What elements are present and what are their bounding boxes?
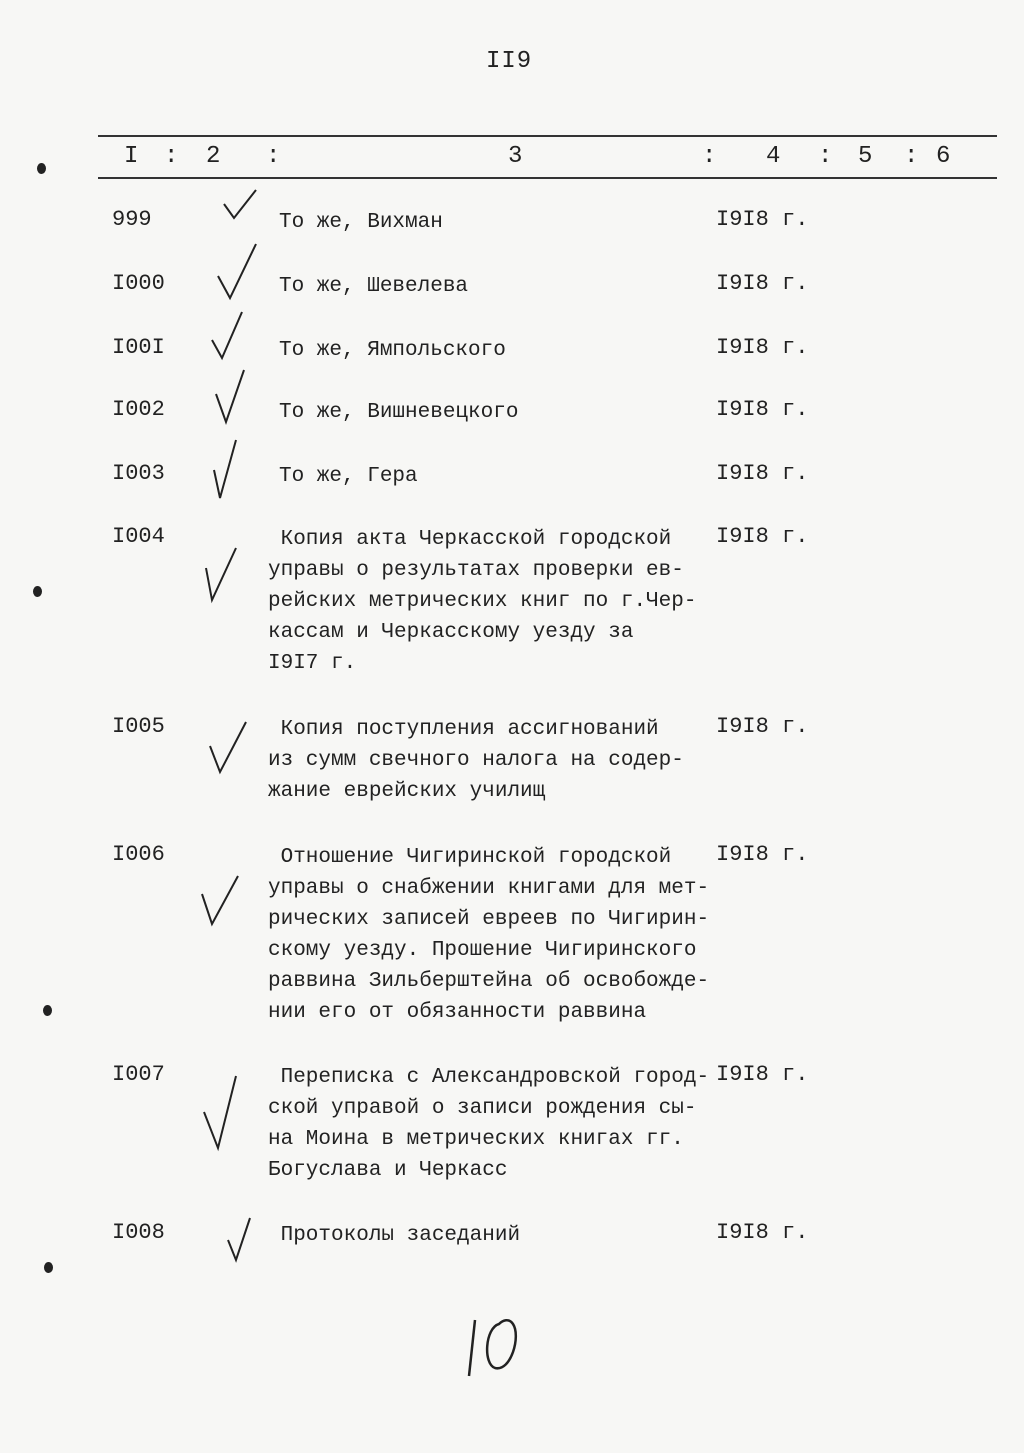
item-description: Переписка с Александровской город- ской управой о записи рождения сы- на Моина в метрических книгах гг. Богуслава и Черкасс <box>268 1066 710 1182</box>
column-separator: : <box>818 143 833 170</box>
column-header-1: I <box>124 143 139 170</box>
item-description: Протоколы заседаний <box>268 1224 521 1247</box>
item-description: Копия акта Черкасской городской управы о результатах проверки ев- рейских метрических книг по г.Чер- кассам и Черкасскому уезду за I9I7 г. <box>268 528 697 675</box>
item-year: I9I8 г. <box>716 842 809 867</box>
checkmark-icon <box>208 436 242 502</box>
checkmark-icon <box>198 872 242 928</box>
column-separator: : <box>904 143 919 170</box>
column-separator: : <box>164 143 179 170</box>
binding-hole <box>43 1005 52 1016</box>
item-number: I00I <box>112 335 165 360</box>
table-top-rule <box>98 135 997 137</box>
binding-hole <box>37 163 46 174</box>
item-year: I9I8 г. <box>716 1220 809 1245</box>
item-description: То же, Гера <box>279 465 418 488</box>
column-separator: : <box>702 143 717 170</box>
checkmark-icon <box>202 544 242 604</box>
handwritten-page-mark <box>455 1306 535 1386</box>
item-description: Копия поступления ассигнований из сумм свечного налога на содер- жание еврейских училищ <box>268 718 684 803</box>
item-description: То же, Ямпольского <box>279 339 506 362</box>
column-header-3: 3 <box>508 143 523 170</box>
item-number: I002 <box>112 397 165 422</box>
column-header-6: 6 <box>936 143 951 170</box>
item-number: I003 <box>112 461 165 486</box>
item-description: Отношение Чигиринской городской управы о снабжении книгами для мет- рических записей евреев по Чигирин- скому уезду. Прошение Чигиринского раввина Зильберштейна об освобожде- нии его от обязанности раввина <box>268 846 710 1024</box>
checkmark-icon <box>206 718 250 776</box>
checkmark-icon <box>212 240 262 304</box>
page-number: II9 <box>486 48 533 75</box>
item-number: I000 <box>112 271 165 296</box>
item-number: I008 <box>112 1220 165 1245</box>
column-header-2: 2 <box>206 143 221 170</box>
item-number: I005 <box>112 714 165 739</box>
item-description: То же, Шевелева <box>279 275 469 298</box>
item-year: I9I8 г. <box>716 1062 809 1087</box>
item-description: То же, Вишневецкого <box>279 401 519 424</box>
checkmark-icon <box>224 1214 256 1264</box>
item-year: I9I8 г. <box>716 271 809 296</box>
item-number: I004 <box>112 524 165 549</box>
column-separator: : <box>266 143 281 170</box>
item-year: I9I8 г. <box>716 714 809 739</box>
table-header-rule <box>98 177 997 179</box>
item-description: То же, Вихман <box>279 211 443 234</box>
item-year: I9I8 г. <box>716 335 809 360</box>
item-year: I9I8 г. <box>716 524 809 549</box>
column-header-5: 5 <box>858 143 873 170</box>
checkmark-icon <box>220 186 260 226</box>
item-year: I9I8 г. <box>716 397 809 422</box>
item-number: I006 <box>112 842 165 867</box>
item-year: I9I8 г. <box>716 461 809 486</box>
binding-hole <box>33 586 42 597</box>
item-year: I9I8 г. <box>716 207 809 232</box>
binding-hole <box>44 1262 53 1273</box>
checkmark-icon <box>200 1072 244 1152</box>
checkmark-icon <box>208 308 248 362</box>
item-number: I007 <box>112 1062 165 1087</box>
checkmark-icon <box>210 366 250 426</box>
item-number: 999 <box>112 207 152 232</box>
column-header-4: 4 <box>766 143 781 170</box>
